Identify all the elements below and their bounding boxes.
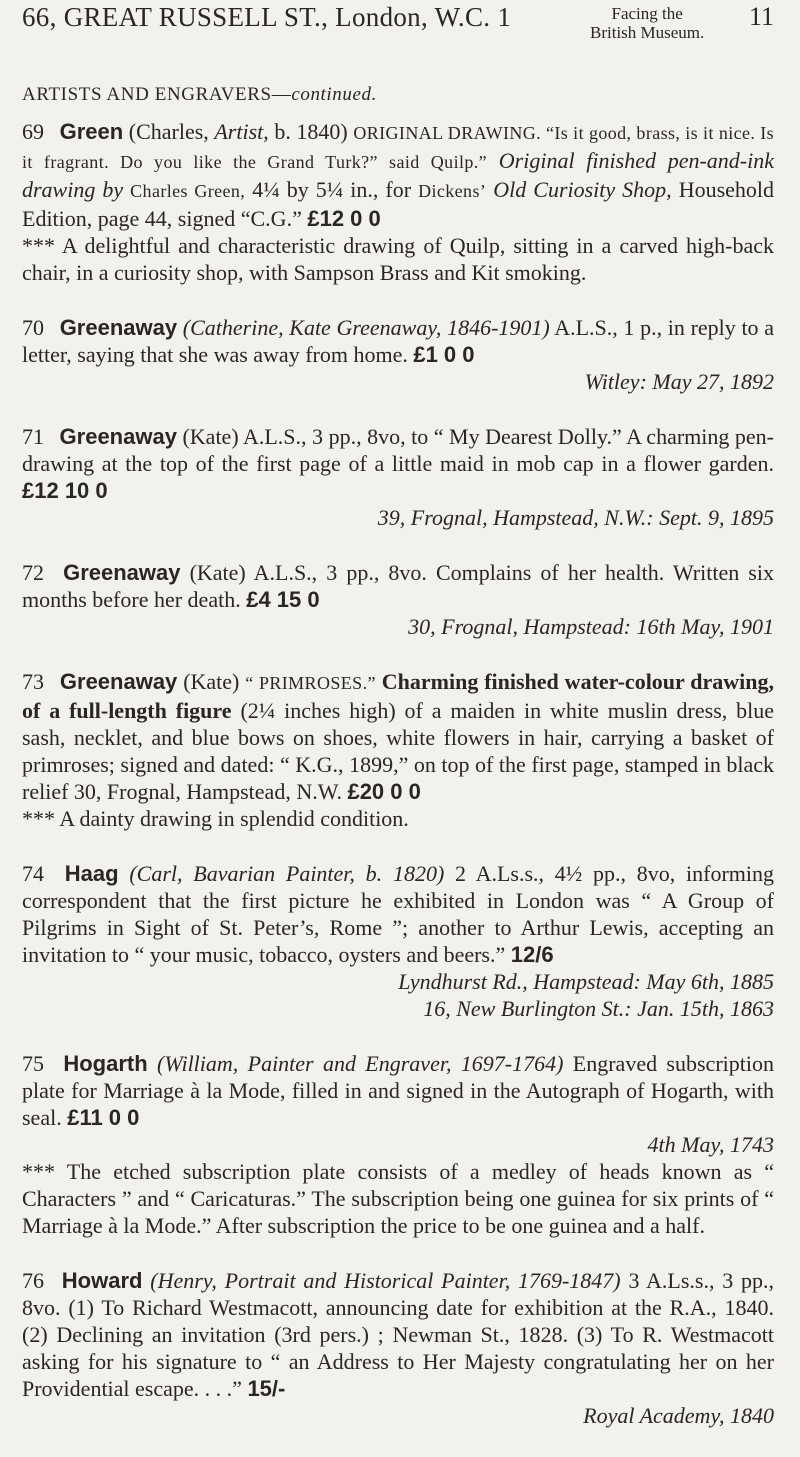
entry-role: (Henry, Portrait and Historical Painter, 1769-1847) [150,1268,621,1293]
catalogue-entry [22,423,774,531]
page-number: 11 [748,2,774,31]
catalogue-entry [22,1267,774,1429]
entry-number: 71 [22,424,44,449]
entry-name: Greenaway [59,315,178,340]
entry-text: 4¼ by 5¼ in., for [252,177,412,202]
entry-work: Old Curiosity Shop, [493,177,672,202]
facing-line-1: Facing the [611,4,683,23]
entry-price: 15/- [247,1376,286,1401]
entry-role: (Catherine, Kate Greenaway, 1846-1901) [182,315,550,340]
entry-note: *** A delightful and characteristic drawing of Quilp, sitting in a carved high-back chair, in a curiosity shop, with Sampson Brass and Kit smoking. [22,233,774,285]
entry-name: Green [59,119,124,144]
entry-text: (2¼ inches high) of a maiden in white muslin dress, blue sash, necklet, and blue bows on shoes, white flowers in hair, carrying a basket of primroses; signed and dated: “ K.G., 1899,” on top of the first page, stamped in black relief 30, Frognal, Hampstead, N.W. [22,698,775,804]
entry-price: £12 10 0 [22,478,108,503]
entry-italic-text: Original finished pen-and-ink drawing by [22,148,774,202]
entry-price: £4 15 0 [246,587,320,612]
section-title-plain: ARTISTS AND ENGRAVERS— [22,84,292,105]
entry-role: (Kate) [183,669,240,694]
entries-list [22,118,774,1457]
entry-name: Hogarth [63,1051,148,1076]
catalogue-entry [22,860,774,1022]
entry-name: Greenaway [63,560,181,585]
entry-text: Engraved subscription plate for Marriage à la Mode, filled in and signed in the Autograph of Hogarth, with seal. [22,1051,774,1130]
entry-caps-title: ORIGINAL DRAWING. “Is it good, brass, is it nice. Is it fragrant. Do you like the Grand Turk?” said Quilp.” [22,123,775,172]
entry-text: A.L.S., 3 pp., 8vo, to “ My Dearest Dolly.” A charming pen-drawing at the top of the first page of a little maid in mob cap in a flower garden. [22,424,774,476]
entry-author: Dickens’ [418,181,487,201]
entry-name: Greenaway [59,669,178,694]
entry-role-open: (Charles, [128,119,209,144]
entry-caps-after: Charles Green, [130,181,246,201]
entry-name: Greenaway [59,424,177,449]
entry-place: Witley: May 27, 1892 [584,369,774,394]
entry-price: £11 0 0 [67,1105,140,1130]
entry-role-close: b. 1840) [274,119,348,144]
entry-price: 12/6 [510,942,554,967]
entry-price: £1 0 0 [413,342,475,367]
entry-place: 4th May, 1743 [647,1132,774,1157]
entry-number: 76 [22,1268,44,1293]
entry-role: (Kate) [182,424,239,449]
entry-number: 72 [22,560,44,585]
entry-number: 69 [22,119,44,144]
entry-note: *** The etched subscription plate consists of a medley of heads known as “ Characters ” and “ Caricaturas.” The subscription being one guinea for six prints of “ Marriage à la Mode.” After subscription the price to be one guinea and a half. [22,1159,774,1238]
entry-number: 74 [22,861,44,886]
entry-place-2: 16, New Burlington St.: Jan. 15th, 1863 [423,996,774,1021]
catalogue-entry [22,1050,774,1239]
entry-role: (Carl, Bavarian Painter, b. 1820) [129,861,445,886]
entry-price: £20 0 0 [347,779,421,804]
header-facing [590,4,704,42]
catalogue-entry [22,118,774,286]
entry-place: Lyndhurst Rd., Hampstead: May 6th, 1885 [398,969,774,994]
facing-line-2: British Museum. [590,23,705,42]
catalogue-entry [22,559,774,640]
entry-text: A.L.S., 3 pp., 8vo. Complains of her health. Written six months before her death. [22,560,774,612]
entry-role-italic: Artist, [214,119,269,144]
entry-number: 73 [22,669,44,694]
entry-name: Haag [64,861,119,886]
section-title-italic: continued. [291,84,377,105]
entry-role: (Kate) [189,560,246,585]
entry-caps-title: “ PRIMROSES.” [245,673,376,693]
entry-place: Royal Academy, 1840 [583,1403,774,1428]
header-address: 66, GREAT RUSSELL ST., London, W.C. 1 [22,2,512,32]
entry-text: 2 A.Ls.s., 4½ pp., 8vo, informing correspondent that the first picture he exhibited in London was “ A Group of Pilgrims in Sight of St. Peter’s, Rome ”; another to Arthur Lewis, accepting an invitation to “ your music, tobacco, oysters and beers.” [22,861,775,967]
entry-bold-text: Charming finished water-colour drawing, of a full-length figure [22,669,775,723]
entry-text: 3 A.Ls.s., 3 pp., 8vo. (1) To Richard Westmacott, announcing date for exhibition at the R.A., 1840. (2) Declining an invitation (3rd pers.) ; Newman St., 1828. (3) To R. Westmacott asking for his signature to “ an Address to Her Majesty congratulating her on her Providential escape. . . .” [22,1268,775,1401]
entry-text: A.L.S., 1 p., in reply to a letter, saying that she was away from home. [22,315,775,367]
catalogue-entry [22,668,774,832]
entry-place: 39, Frognal, Hampstead, N.W.: Sept. 9, 1895 [377,505,774,530]
entry-text-2: Household Edition, page 44, signed “C.G.” [22,177,775,231]
entry-name: Howard [61,1268,143,1293]
entry-number: 75 [22,1051,44,1076]
section-title [22,84,377,106]
entry-number: 70 [22,315,44,340]
entry-price: £12 0 0 [307,206,381,231]
entry-note: *** A dainty drawing in splendid condition. [22,806,409,831]
page-header [22,2,774,66]
entry-place: 30, Frognal, Hampstead: 16th May, 1901 [408,614,774,639]
catalogue-entry [22,314,774,395]
entry-role: (William, Painter and Engraver, 1697-1764) [157,1051,564,1076]
